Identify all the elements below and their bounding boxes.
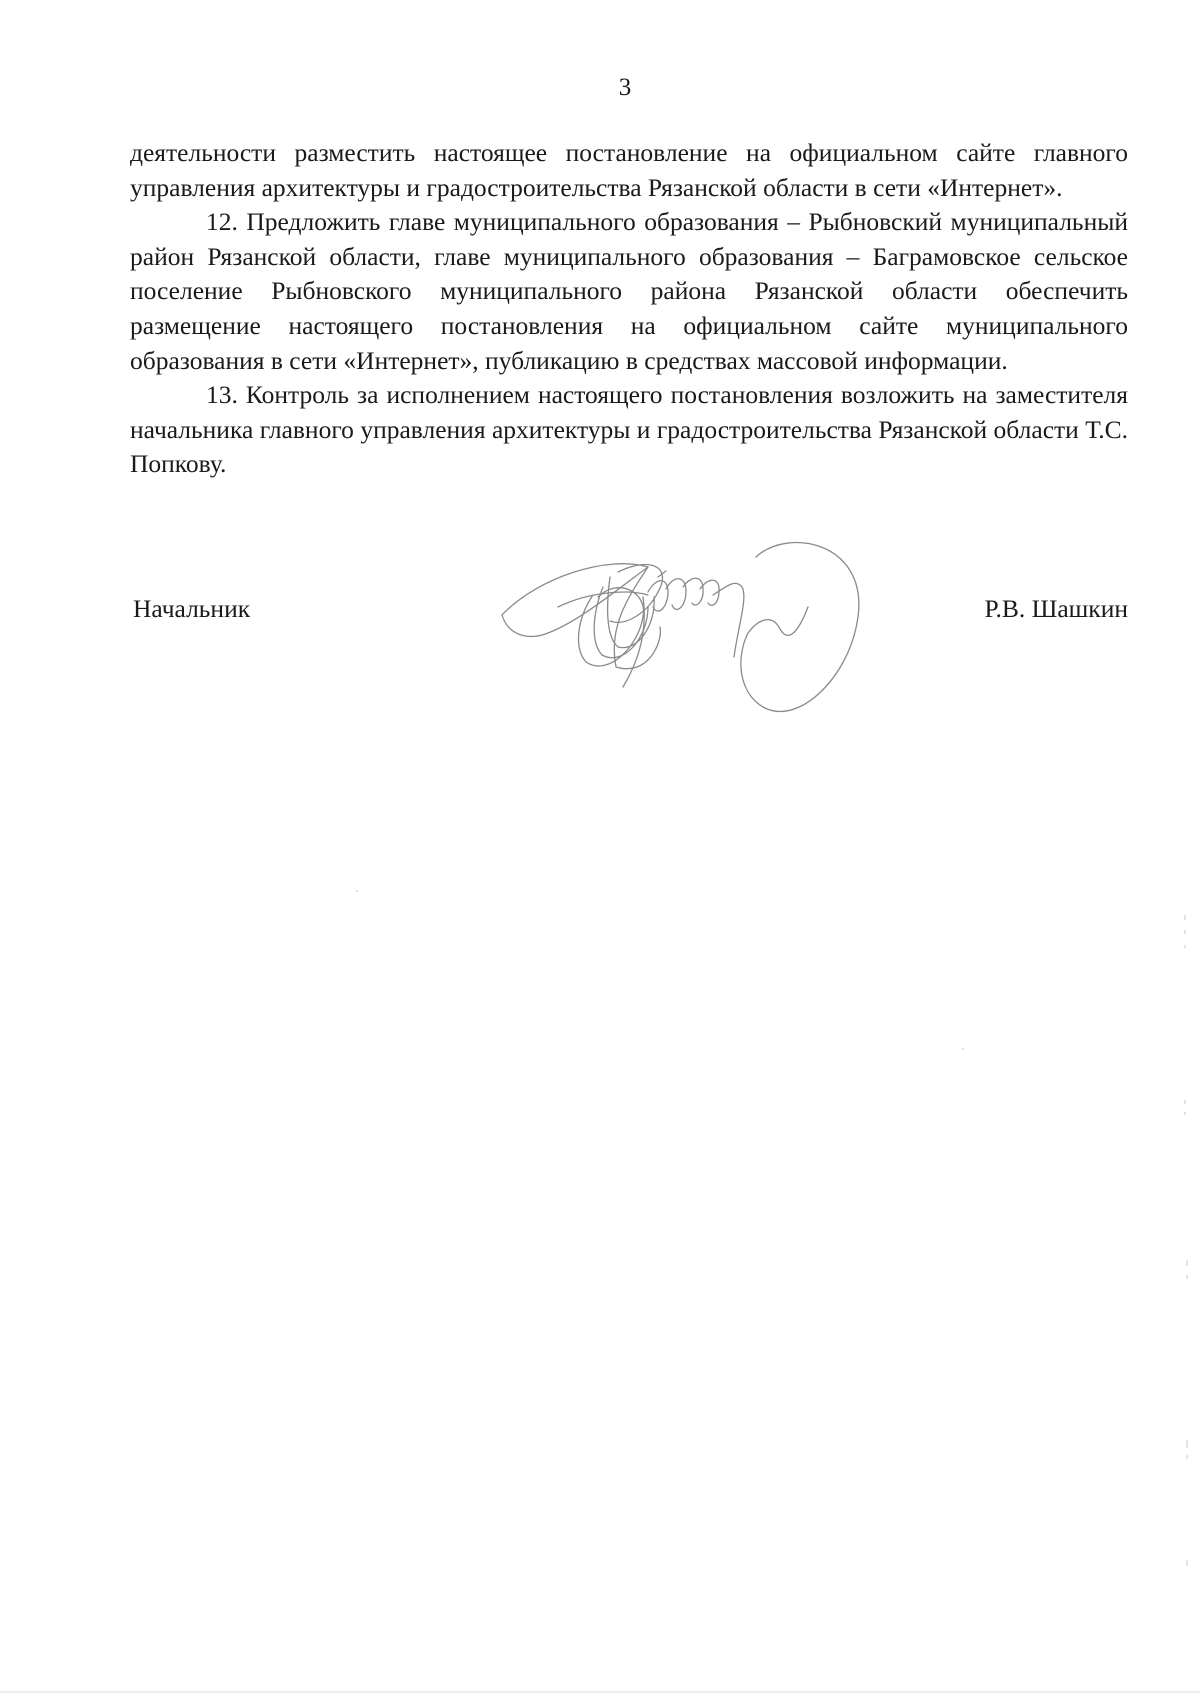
- signatory-name: Р.В. Шашкин: [984, 594, 1128, 623]
- paragraph-continuation: деятельности разместить настоящее постановление на официальном сайте главного управления архитектуры и градостроительства Рязанской области в сети «Интернет».: [130, 138, 1128, 202]
- signatory-title: Начальник: [133, 594, 251, 623]
- paragraph-12: 12. Предложить главе муниципального образования – Рыбновский муниципальный район Рязанской области, главе муниципального образования – Баграмовское сельское поселение Рыбновского муниципального района Рязанской области обеспечить размещение настоящего постановления на официальном сайте муниципального образования в сети «Интернет», публикацию в средствах массовой информации.: [130, 207, 1128, 375]
- document-body: [130, 136, 1128, 482]
- paragraph-13: 13. Контроль за исполнением настоящего постановления возложить на заместителя начальника главного управления архитектуры и градостроительства Рязанской области Т.С. Попкову.: [130, 380, 1128, 479]
- page-number: 3: [618, 74, 632, 101]
- handwritten-signature: [498, 537, 888, 737]
